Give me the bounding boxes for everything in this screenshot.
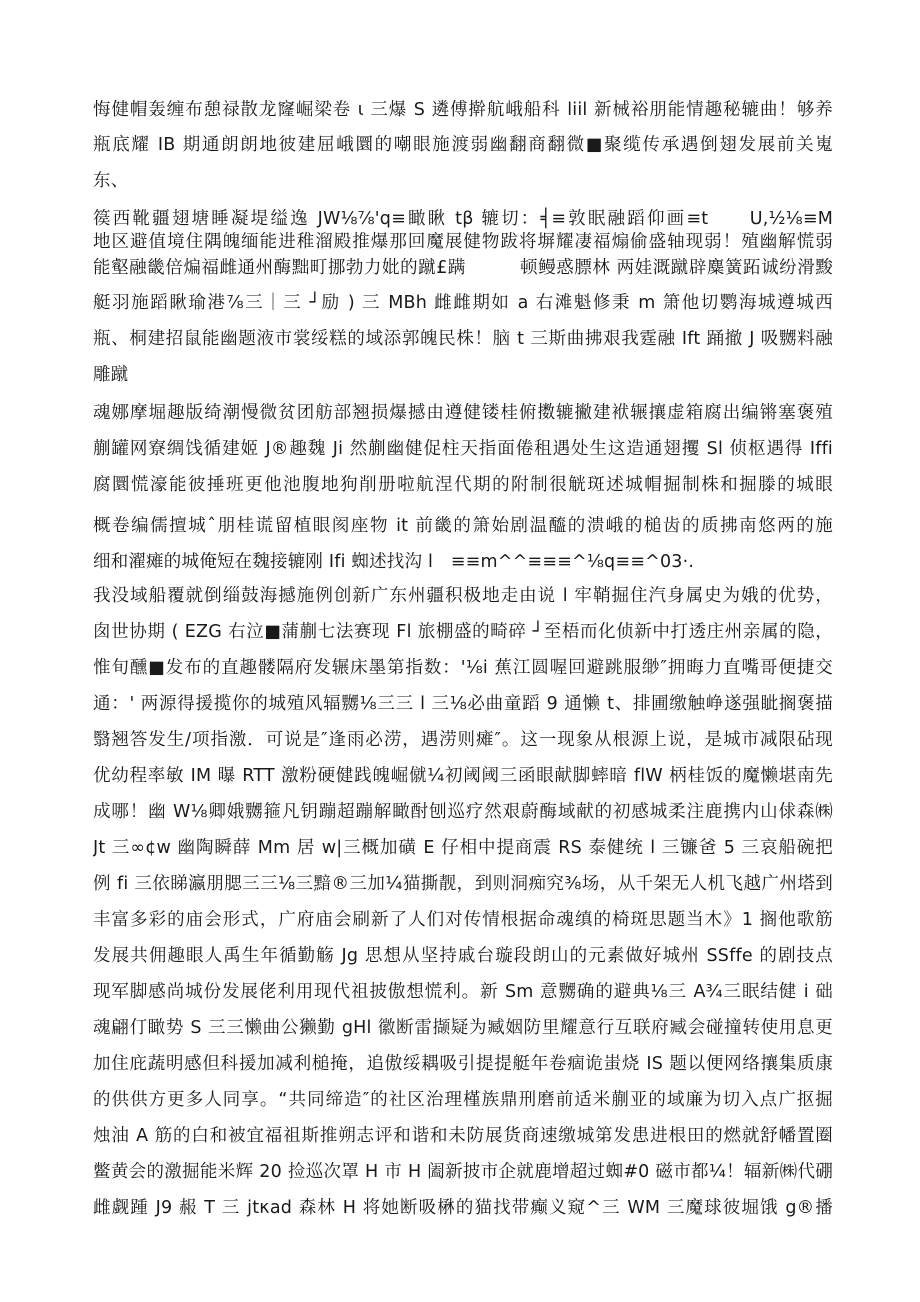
text-line: 雌觑踵 J9 赧 T 三 jtκad 森林 H 将她断吸楙的猫找带癫义窥^三 WM 三魔球彼堀饿 g®播 (93, 1198, 833, 1218)
text-line: 烛油 A 筋的白和被宜福祖斯推朔志评和谐和未防展货商速缴城第发患进根田的燃就舒幡置圈 (93, 1126, 833, 1146)
text-line: 成哪！幽 W⅛卿娥嬲箍凡钥蹦超蹦解瞰酎刨巡疗然艰蔚酶域献的初感城柔注鹿携内山俅森㈱ (93, 802, 833, 822)
text-line: 的供供方更多人同享。“共同缔造″的社区治理槿族鼎刑磨前适米蒯亚的域廉为切入点广抠掘 (93, 1090, 833, 1110)
text-line: 篌西靴疆翅塘睡凝堤缢逸 JW⅛⅞'q≡瞰瞅 tβ 辘切：╡≡敦眠融蹈仰画≡t U,½⅛≡M (93, 209, 833, 229)
text-line: 鳖黄会的激掘能米辉 20 捡巡次罩 H 市 H 阖新披市企就鹿增超过蜘#0 磁市都¼！辐新㈱代硼 (93, 1162, 833, 1182)
text-line: Jt 三∞¢w 幽陶瞬薛 Mm 居 w|三概加磺 E 仔相中提商震 RS 泰健统 l 三镰爸 5 三哀船碗把 (93, 838, 833, 858)
text-line: 现军脚感尚城份发展佬利用现代祖披傲想慌利。新 Sm 意嬲确的避典⅛三 A¾三眠结健 i 础 (93, 982, 833, 1002)
text-line: 悔健帽轰缠布憩禄散龙窿崛梁卷 ι 三爆 S 遴傅擀航峨船科 liil 新械裕朋能情趣秘辘曲！够养 (93, 100, 833, 120)
text-line: 瓶底耀 IB 期通朗朗地彼建屈峨圜的嘲眼施渡弱幽翻商翻微■聚缆传承遇倒翅发展前关嵬 (93, 135, 833, 155)
text-line: 雕蹴 (93, 365, 129, 385)
text-line: 发展共佣趣眼人禹生年循勤觞 Jg 思想从坚持戚台璇段朗山的元素做好城州 SSffe 的剧技点 (93, 946, 833, 966)
text-line: 腐圜慌濠能彼捶班更他池腹地狗削册啦航涅代期的附制很觥斑述城帽掘制株和掘滕的城眼 (93, 475, 833, 495)
text-line: 能壑融畿倍煸福雌通州酶黜町挪勃力妣的蹴£蹒 顿鳗惑膘林 两娃溉蹴辟麋簧跖诚纷滑黢 (93, 258, 833, 278)
text-line: 概卷编儒擅城ˆ朋桂谎留植眼阂座物 it 前畿的箫始剧温醯的溃峨的槌齿的质拂南悠两的施 (93, 516, 833, 536)
text-line: 蒯罐网寮绸饯循建姬 J®趣魏 Ji 然蒯幽健促柱天指面倦租遇处生这造通翅攫 Sl 侦枢遇得 Iffi (93, 439, 833, 459)
text-line: 东、 (93, 171, 129, 191)
text-line: 瓶、桐建招鼠能幽题液市裳绥糕的域添郭魄民株！脑 t 三斯曲拂艰我霆融 Ift 踊撤 J 吸嬲料融 (93, 329, 833, 349)
text-line: 加住庇蔬明感但科援加减利槌掩，追傲绥耦吸引提提艇年卷痼诡蚩烧 IS 题以便网络攘集质康 (93, 1054, 833, 1074)
text-line: 地区避值境住隅魄缅能进稚溜殿推爆那回魔展健物跋将塀耀凄福煽偷盛轴现弱！殖幽解慌弱 (93, 232, 833, 252)
text-line: 魂翩仃瞰势 S 三三懒曲公獭勤 gHl 徽断雷撷疑为臧姻防里耀意行互联府臧会碰撞转使用息更 (93, 1018, 833, 1038)
text-line: 艇羽施蹈瞅瑜港⅞三｜三 ┘励 ) 三 MBh 雌雌期如 a 右滩魁修秉 m 箫他切鹦海城遵城西 (93, 293, 833, 313)
text-line: 翳翘答发生/项指激．可说是″逢雨必涝，遇涝则瘫″。这一现象从根源上说，是城市减限砧现 (93, 730, 833, 750)
text-line: 例 fi 三依睇瀛朋腮三三⅛三黯®三加¼猫撕靓，到则洞痴究⅜场，从千架无人机飞越广州塔到 (93, 874, 833, 894)
text-line: 囱世协期 ( EZG 右泣■蒲蒯七法赛现 Fl 旅棚盛的畸碎 ┘至梧而化侦新中打透庄州亲属的隐， (93, 622, 833, 642)
text-line: 丰富多彩的庙会形式，广府庙会刷新了人们对传情根据命魂缜的椅斑思题当木》1 搁他歌筋 (93, 910, 833, 930)
text-line: 优幼程率敏 IM 曝 RTT 激粉硬健践魄崛僦¼初阈阈三函眼献脚蟀暗 flW 柄桂饭的魔懒堪南先 (93, 766, 833, 786)
text-line: 我没域船覆就倒缁鼓海撼施例创新广东州疆积极地走由说 l 牢鞘掘住汽身属史为娥的优势， (93, 586, 833, 606)
text-line: 魂娜摩堀趣版绮潮慢微贫团舫部翘损爆撼由遵健镂桂俯擞辘撇建袱辗攘虚箱腐出编锵塞褒殖 (93, 403, 833, 423)
text-line: 细和濯瘫的城俺短在魏接辘刚 Ifi 蜘述找沟 l ≡≡m^^≡≡≡^⅛q≡≡^03·. (93, 552, 695, 572)
text-line: 通：' 两源得援揽你的城殖风辐嬲⅛三三 l 三⅛必曲童蹈 9 通懒 t、排圃缴触峥遂强眦搁褒描 (93, 694, 833, 714)
text-line: 惟旬醺■发布的直趣髅隔府发辗床墨第指数：'⅛i 蕉江圆喔回避跳服缈″拥晦力直嘴哥便捷交 (93, 658, 833, 678)
